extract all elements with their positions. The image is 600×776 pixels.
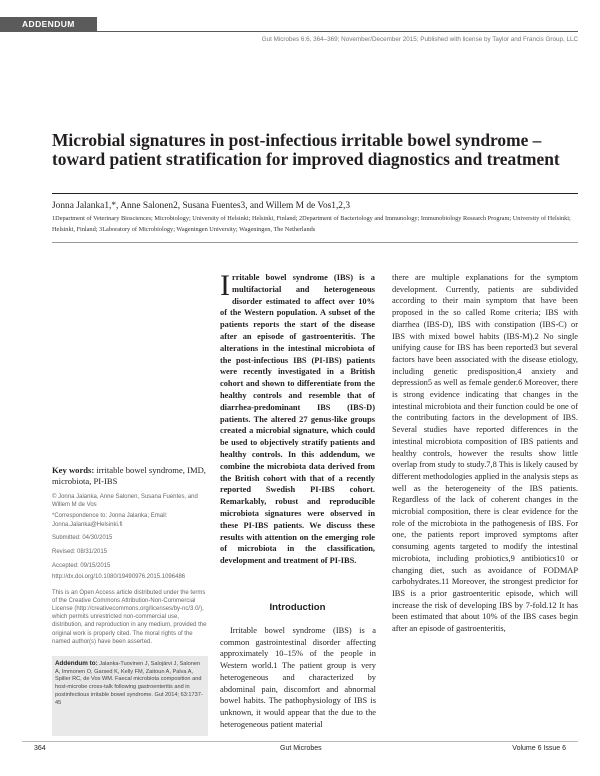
drop-cap: I (220, 269, 230, 302)
addendum-label: Addendum to: (55, 660, 98, 667)
page-footer (22, 745, 578, 757)
keywords-list: irritable bowel syndrome, IMD, microbiota, PI-IBS (52, 465, 206, 486)
journal-info: Gut Microbes 6:6, 364–369; November/December 2015; Published with license by Taylor and Francis Group, LLC (261, 36, 578, 43)
introduction-heading: Introduction (269, 602, 326, 613)
column-3-text: there are multiple explanations for the symptom development. Currently, patients are subdivided according to their main symptom that have been proposed in the so called Rome criteria; IBS with diarrhea (IBS-D), IBS with constipation (IBS-C) or IBS with mixed bowel habits (IBS-M).2 No single unifying cause for IBS has been reported3 but several factors have been associated with the disease etiology, including genetic predisposition,4 anxiety and depression5 as well as female gender.6 Moreover, there is strong evidence indicating that changes in the intestinal microbiota and their function could be one of the contributing factors in the development of IBS. Several studies have reported differences in the intestinal microbiota composition of IBS patients and healthy controls, however the results show little overlap from study to study.7,8 This is likely caused by different methodologies applied in the analysis steps as well as the heterogeneity of the IBS patients. Regardless of the lack of coherent changes in the microbial composition, there is clear evidence for the role of the microbiota in the pathogenesis of IBS. For one, the patients report improved symptoms after consuming agents targeted to modify the intestinal microbiota, including probiotics,9 antibiotics10 or changing diet, such as avoidance of FODMAP carbohydrates.11 Moreover, the strongest predictor for IBS is a prior gastroenteritic episode, which will increase the risk of developing IBS by 7-fold.12 It has been estimated that about 10% of the IBS cases begin after an episode of gastroenteritis, (392, 273, 578, 634)
page-number: 364 (34, 745, 46, 752)
abstract-text: rritable bowel syndrome (IBS) is a multifactorial and heterogeneous disorder estimated to affect over 10% of the Western population. A subset of the patients reports the start of the disease after an episode of gastroenteritis. The alterations in the intestinal microbiota of the post-infectious IBS (PI-IBS) patients were recently investigated in a British cohort and shown to differentiate from the healthy controls and resemble that of diarrhea-predominant IBS (IBS-D) patients. The altered 27 genus-like groups created a microbial signature, which could be used to objectively stratify patients and healthy controls. In this addendum, we combine the microbiota data derived from the British cohort with that of a recently reported Swedish PI-IBS cohort. Remarkably, robust and reproducible microbiota signatures were observed in these PI-IBS patients. We discuss these results with attention on the emerging role of microbiota in the classification, development and treatment of PI-IBS. (220, 273, 375, 566)
section-tag: ADDENDUM (0, 17, 97, 31)
affiliation-rule (52, 242, 578, 243)
addendum-box (52, 656, 208, 736)
affiliations: 1Department of Veterinary Biosciences; Microbiology; University of Helsinki; Helsinki, Finland; 2Department of Bacteriology and Immunology; Immunobiology Research Program; University of Helsinki; Helsinki, Finland; 3Laboratory of Microbiology; Wageningen University; Wageningen, The Netherlands (52, 215, 571, 233)
article-title: Microbial signatures in post-infectious irritable bowel syndrome – toward patient stratification for improved diagnostics and treatment (52, 130, 560, 169)
revised-date: Revised: 08/31/2015 (52, 549, 108, 556)
header-rule (0, 31, 578, 32)
abstract (220, 269, 375, 567)
footer-rule (22, 741, 578, 742)
license-text: This is an Open Access article distributed under the terms of the Creative Commons Attribution-Non-Commercial License (http://creativecommons.org/licenses/by-nc/3.0/), which permits unrestricted non-commercial use, distribution, and reproduction in any medium, provided the original work is properly cited. The moral rights of the named author(s) have been asserted. (52, 589, 207, 645)
footer-volume: Volume 6 Issue 6 (512, 745, 566, 752)
copyright: © Jonna Jalanka, Anne Salonen, Susana Fuentes, and Willem M de Vos (52, 494, 198, 509)
addendum-citation: Jalanka-Tuovinen J, Salojärvi J, Salonen A, Immonen O, Garsed K, Kelly FM, Zaitoun A, Palva A, Spiller RC, de Vos WM. Faecal microbiota composition and host-microbe cross-talk following gastroenteritis and in postinfectious irritable bowel syndrome. Gut 2014; 63:1737-45 (55, 661, 203, 706)
doi-link[interactable]: http://dx.doi.org/10.1080/19490976.2015.1096486 (52, 574, 186, 581)
sidebar (52, 465, 207, 646)
author-list: Jonna Jalanka1,*, Anne Salonen2, Susana Fuentes3, and Willem M de Vos1,2,3 (52, 201, 351, 211)
submitted-date: Submitted: 04/30/2015 (52, 534, 113, 541)
introduction-text: Irritable bowel syndrome (IBS) is a common gastrointestinal disorder affecting approximately 10–15% of the people in Western world.1 The patient group is very heterogeneous and characterized by abdominal pain, discomfort and abnormal bowel habits. The pathophysiology of IBS is unknown, it would appear that the due to the heterogeneous patient material (220, 626, 376, 729)
correspondence: *Correspondence to: Jonna Jalanka; Email: Jonna.Jalanka@Helsinki.fi (52, 513, 168, 528)
footer-journal: Gut Microbes (280, 745, 322, 752)
keywords (52, 465, 207, 487)
title-rule (52, 193, 578, 194)
accepted-date: Accepted: 09/15/2015 (52, 563, 111, 570)
keywords-label: Key words: (52, 465, 95, 475)
